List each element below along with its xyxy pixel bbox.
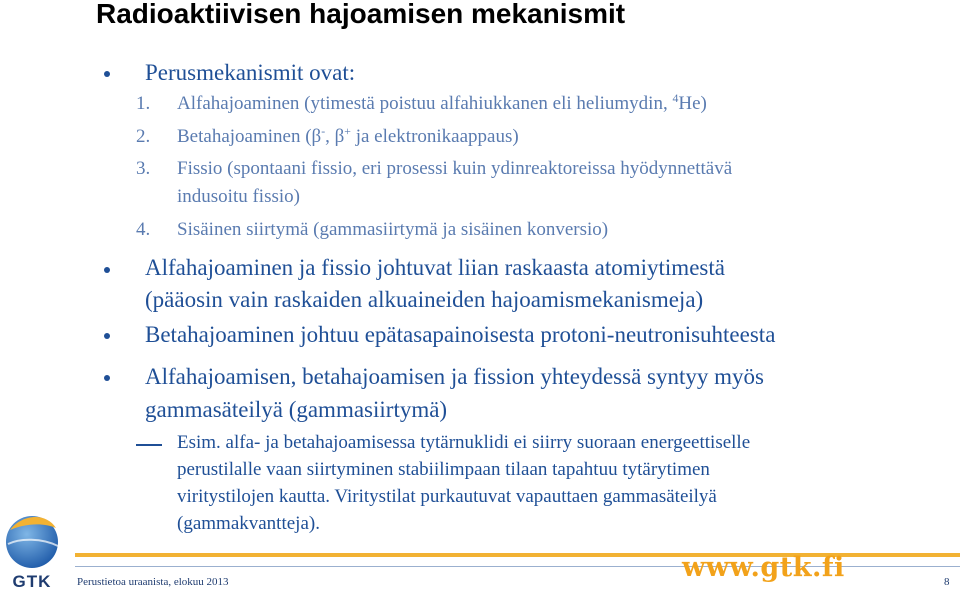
- gtk-logo: [2, 508, 62, 591]
- item-beta-mid: , β: [325, 126, 345, 147]
- globe-icon: [2, 508, 62, 572]
- item-beta-text: Betahajoaminen (β: [177, 126, 322, 147]
- item-number-2: 2.: [136, 126, 151, 147]
- slide-title: Radioaktiivisen hajoamisen mekanismit: [96, 0, 626, 29]
- bullet-alpha-fission-line2: (pääosin vain raskaiden alkuaineiden hajoamismekanismeja): [145, 287, 704, 312]
- item-alpha-decay: [177, 91, 707, 117]
- item-number-4: 4.: [136, 219, 151, 240]
- page-number: 8: [944, 576, 950, 588]
- sub-example-line3: viritystilojen kautta. Viritystilat purkautuvat vapauttaen gammasäteilyä: [177, 486, 717, 507]
- bullet-dot: [104, 333, 110, 339]
- item-beta-decay: [177, 124, 519, 150]
- item-number-3: 3.: [136, 158, 151, 179]
- item-fission-line2: indusoitu fissio): [177, 186, 300, 207]
- bullet-beta-cause: Betahajoaminen johtuu epätasapainoisesta protoni-neutronisuhteesta: [145, 322, 776, 347]
- bullet-alpha-fission-line1: Alfahajoaminen ja fissio johtuvat liian raskaasta atomiytimestä: [145, 255, 725, 280]
- sub-example-line4: (gammakvantteja).: [177, 513, 320, 534]
- sub-example-line2: perustilalle vaan siirtyminen stabiilimpaan tilaan tapahtuu tytärytimen: [177, 459, 710, 480]
- item-internal-transition: Sisäinen siirtymä (gammasiirtymä ja sisäinen konversio): [177, 219, 609, 240]
- item-number-1: 1.: [136, 93, 151, 114]
- item-alpha-end: He): [678, 93, 707, 114]
- website-url[interactable]: www.gtk.fi: [682, 552, 845, 583]
- bullet-dot: [104, 71, 110, 77]
- item-beta-end: ja elektronikaappaus): [350, 126, 519, 147]
- item-beta-sup-plus: +: [344, 124, 351, 138]
- bullet-dot: [104, 375, 110, 381]
- bullet-gamma-line1: Alfahajoamisen, betahajoamisen ja fission yhteydessä syntyy myös: [145, 364, 764, 389]
- footer-caption: Perustietoa uraanista, elokuu 2013: [77, 576, 229, 588]
- item-fission-line1: Fissio (spontaani fissio, eri prosessi kuin ydinreaktoreissa hyödynnettävä: [177, 158, 733, 179]
- item-alpha-sup: 4: [672, 91, 679, 105]
- item-beta-sup-minus: -: [321, 124, 326, 138]
- bullet-dot: [104, 267, 110, 273]
- item-alpha-text: Alfahajoaminen (ytimestä poistuu alfahiukkanen eli heliumydin,: [177, 93, 673, 114]
- bullet-basic-mechanisms: Perusmekanismit ovat:: [145, 60, 356, 85]
- bullet-gamma-line2: gammasäteilyä (gammasiirtymä): [145, 397, 448, 422]
- sub-example-line1: Esim. alfa- ja betahajoamisessa tytärnuklidi ei siirry suoraan energeettiselle: [177, 432, 751, 453]
- logo-text: GTK: [12, 572, 52, 591]
- sub-bullet-dash: [136, 444, 162, 446]
